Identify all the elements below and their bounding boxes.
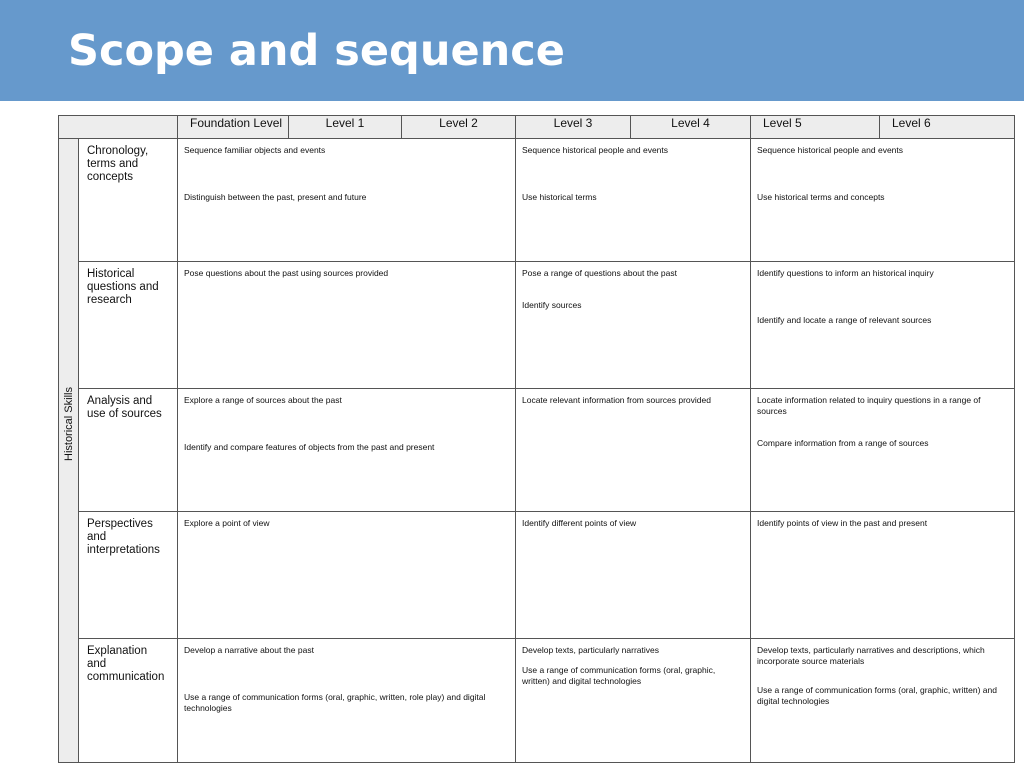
level-5-6-cell: [751, 389, 1015, 512]
table-row: [59, 262, 1015, 389]
level-3-4-cell: [516, 262, 751, 389]
outcome-text: Sequence familiar objects and events: [184, 145, 326, 155]
foundation-to-level-2-cell: [178, 389, 516, 512]
outcome-text: Develop texts, particularly narratives and descriptions, which incorporate source materials: [757, 645, 985, 666]
foundation-to-level-2-cell: [178, 639, 516, 763]
slide-title: Scope and sequence: [68, 26, 565, 76]
foundation-to-level-2-cell: [178, 262, 516, 389]
header-level-4: Level 4: [631, 116, 751, 139]
category-label: Chronology, terms and concepts: [79, 139, 178, 262]
category-label: Analysis and use of sources: [79, 389, 178, 512]
outcome-text: Identify and compare features of objects from the past and present: [184, 442, 435, 452]
category-label: Perspectives and interpretations: [79, 512, 178, 639]
outcome-text: Distinguish between the past, present and future: [184, 192, 367, 202]
header-level-1: Level 1: [289, 116, 402, 139]
outcome-text: Pose questions about the past using sources provided: [184, 268, 389, 278]
outcome-text: Locate relevant information from sources provided: [522, 395, 711, 405]
outcome-text: Pose a range of questions about the past: [522, 268, 678, 278]
foundation-to-level-2-cell: [178, 512, 516, 639]
level-5-6-cell: [751, 139, 1015, 262]
level-3-4-cell: [516, 512, 751, 639]
outcome-text: Develop texts, particularly narratives: [522, 645, 660, 655]
table-row: [59, 639, 1015, 763]
outcome-text: Sequence historical people and events: [757, 145, 904, 155]
outcome-text: Locate information related to inquiry questions in a range of sources: [757, 395, 981, 416]
header-level-2: Level 2: [402, 116, 516, 139]
table-row: [59, 389, 1015, 512]
header-level-6: Level 6: [880, 116, 1015, 139]
outcome-text: Identify questions to inform an historical inquiry: [757, 268, 934, 278]
foundation-to-level-2-cell: [178, 139, 516, 262]
category-label: Historical questions and research: [79, 262, 178, 389]
scope-sequence-table: [58, 115, 1014, 763]
level-5-6-cell: [751, 512, 1015, 639]
outcome-text: Explore a point of view: [184, 518, 270, 528]
category-label: Explanation and communication: [79, 639, 178, 763]
table-row: [59, 512, 1015, 639]
outcome-text: Identify sources: [522, 300, 582, 310]
outcome-text: Use a range of communication forms (oral, graphic, written) and digital technologies: [522, 665, 716, 686]
header-corner: [59, 116, 178, 139]
side-label-cell: [59, 139, 79, 763]
table-row: [59, 139, 1015, 262]
level-5-6-cell: [751, 262, 1015, 389]
header-level-5: Level 5: [751, 116, 880, 139]
outcome-text: Develop a narrative about the past: [184, 645, 314, 655]
outcome-text: Compare information from a range of sources: [757, 438, 929, 448]
level-5-6-cell: [751, 639, 1015, 763]
outcome-text: Use a range of communication forms (oral, graphic, written, role play) and digital technologies: [184, 692, 486, 713]
level-3-4-cell: [516, 389, 751, 512]
header-level-3: Level 3: [516, 116, 631, 139]
level-3-4-cell: [516, 639, 751, 763]
outcome-text: Identify and locate a range of relevant sources: [757, 315, 932, 325]
outcome-text: Use historical terms: [522, 192, 597, 202]
title-banner: [0, 0, 1024, 101]
outcome-text: Explore a range of sources about the past: [184, 395, 342, 405]
header-row: [59, 116, 1015, 139]
outcome-text: Identify different points of view: [522, 518, 637, 528]
outcome-text: Sequence historical people and events: [522, 145, 669, 155]
outcome-text: Use historical terms and concepts: [757, 192, 885, 202]
header-foundation: Foundation Level: [178, 116, 289, 139]
level-3-4-cell: [516, 139, 751, 262]
side-label: Historical Skills: [63, 386, 75, 461]
outcome-text: Use a range of communication forms (oral, graphic, written) and digital technologies: [757, 685, 997, 706]
scope-sequence-grid: [58, 115, 1015, 763]
outcome-text: Identify points of view in the past and present: [757, 518, 928, 528]
